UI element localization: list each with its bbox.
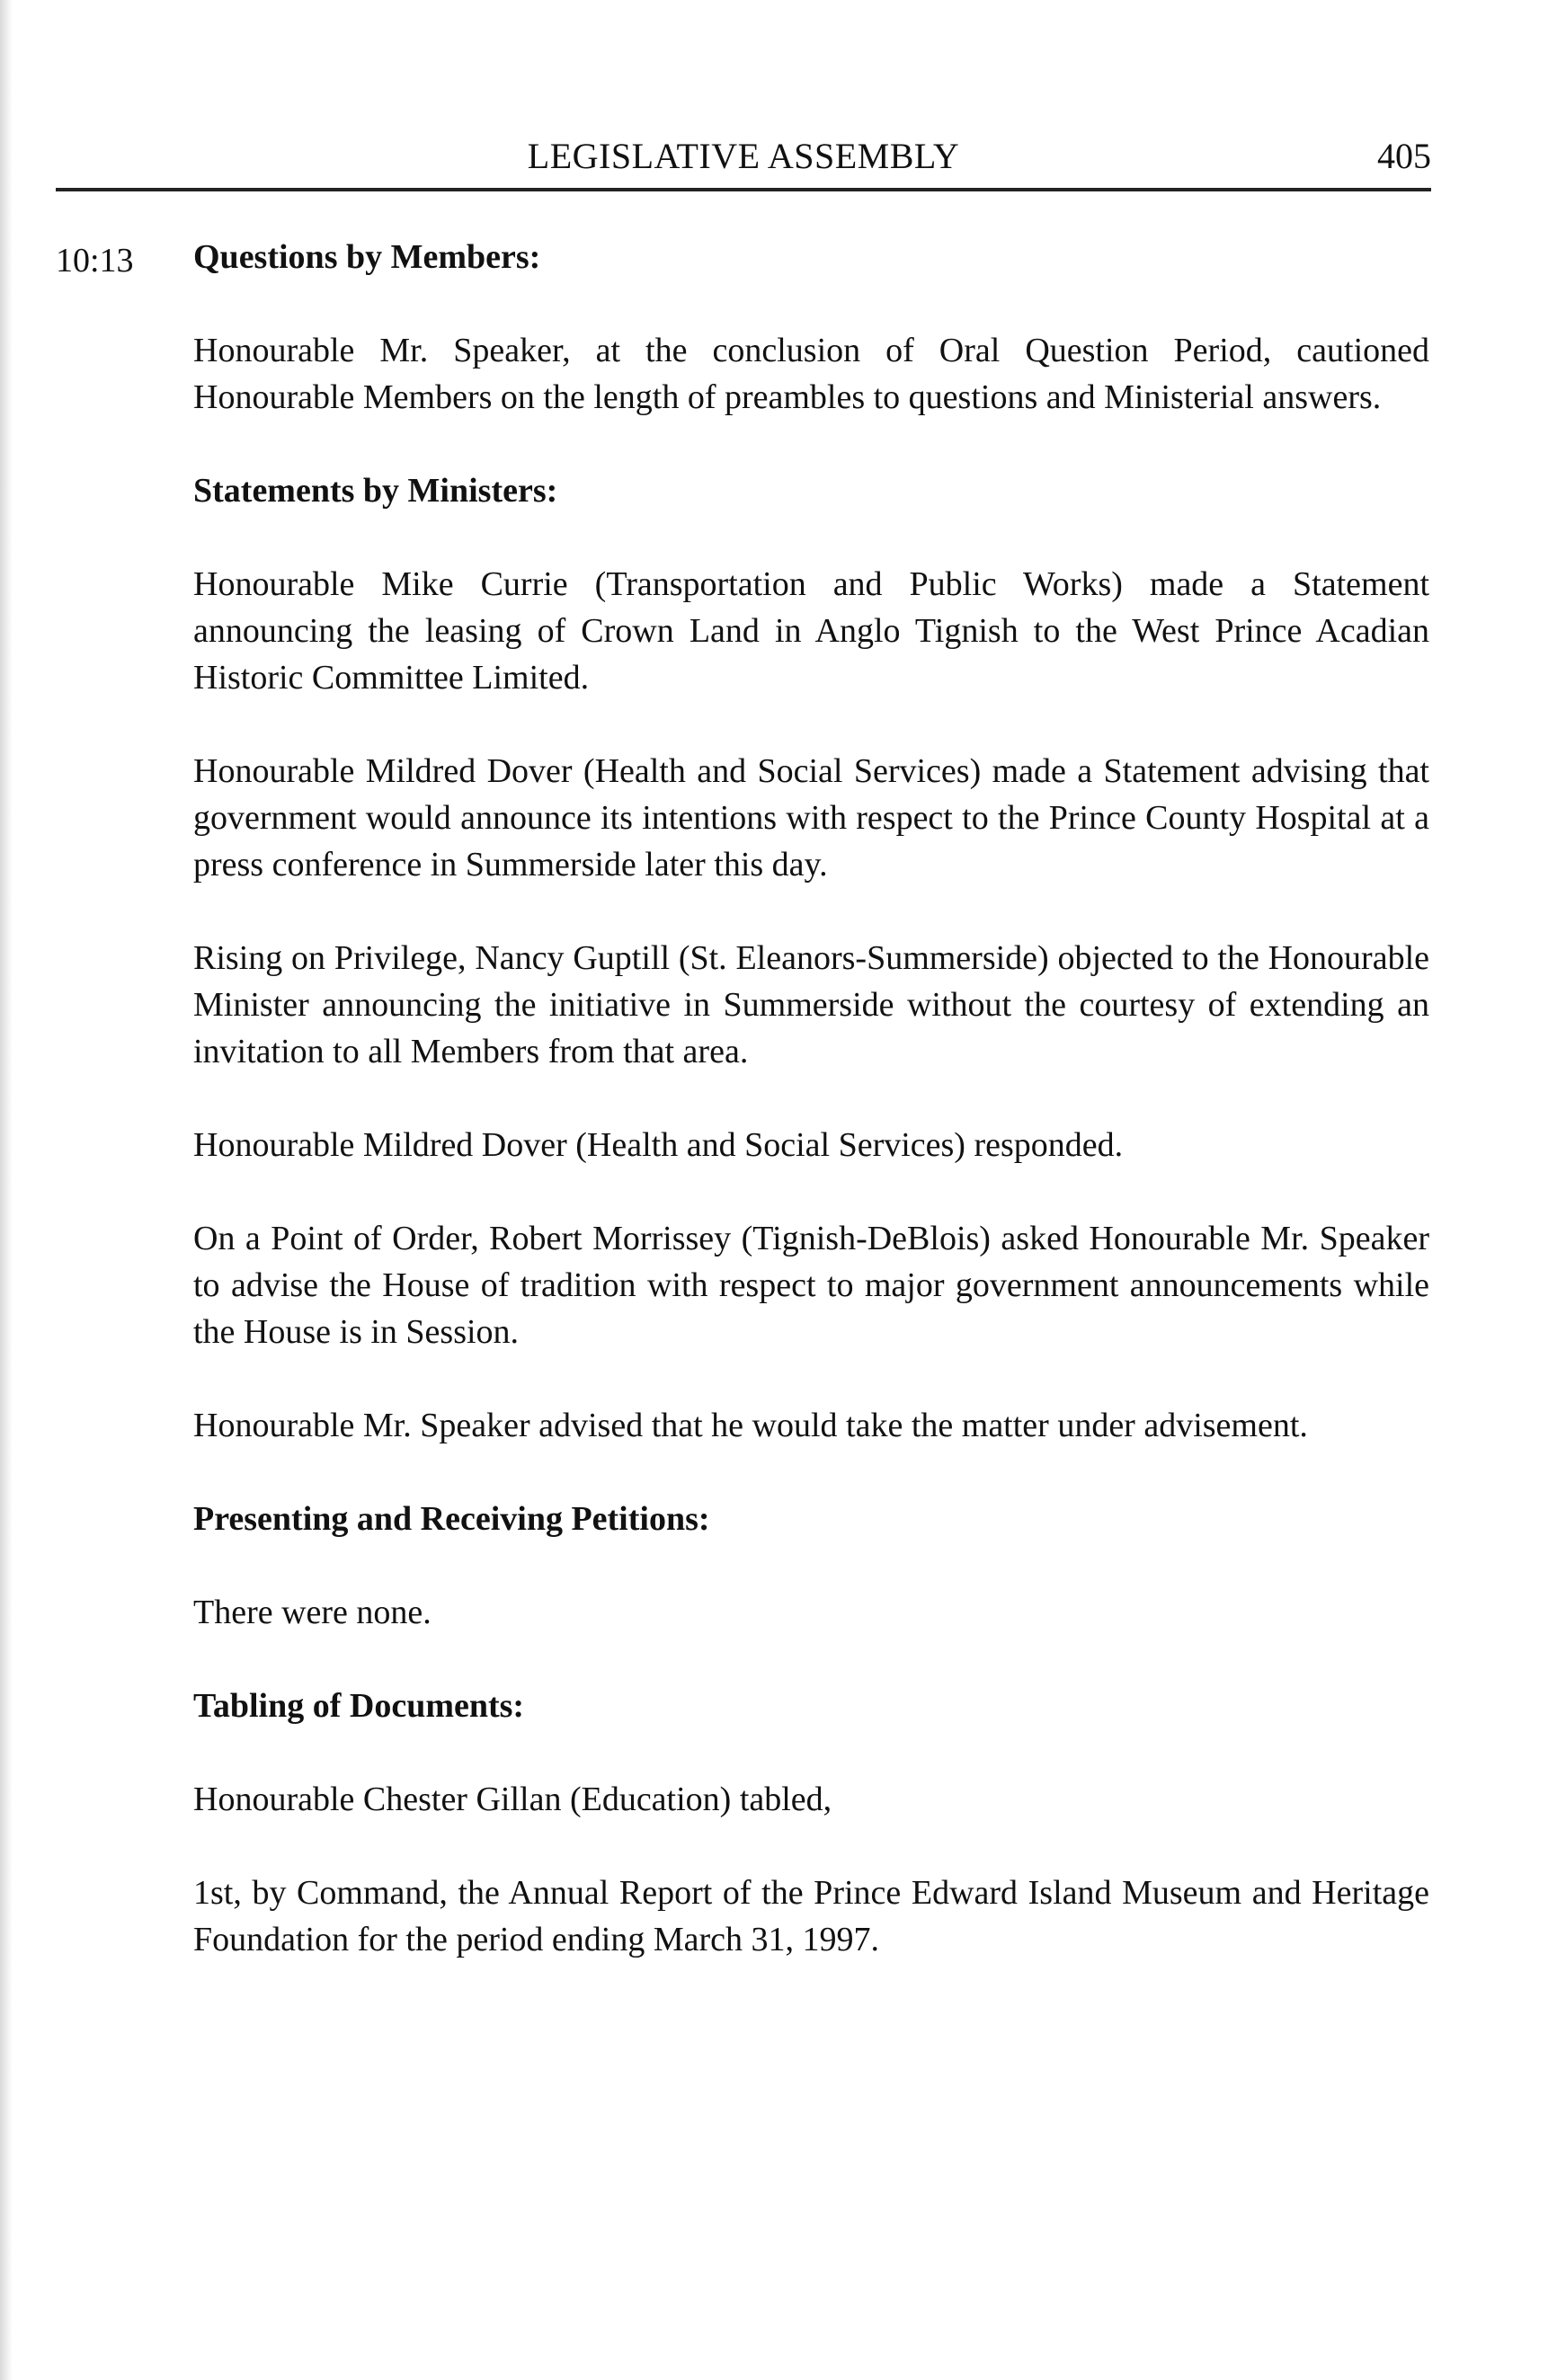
running-head-title: LEGISLATIVE ASSEMBLY [527, 136, 960, 176]
section-heading-statements: Statements by Ministers: [193, 472, 558, 510]
page-content [193, 234, 1429, 1963]
section-heading-questions: Questions by Members: [193, 238, 541, 276]
page-number: 405 [1377, 136, 1431, 176]
paragraph: 1st, by Command, the Annual Report of the Prince Edward Island Museum and Heritage Foundation for the period ending March 31, 1997. [193, 1874, 1429, 1958]
scan-edge-shadow [0, 0, 13, 2380]
paragraph: Rising on Privilege, Nancy Guptill (St. Eleanors-Summerside) objected to the Honourable Minister announcing the initiative in Summerside without the courtesy of extending an invitation to all Members from that area. [193, 939, 1429, 1070]
paragraph: There were none. [193, 1594, 432, 1631]
section-heading-tabling: Tabling of Documents: [193, 1687, 525, 1725]
paragraph: Honourable Mildred Dover (Health and Social Services) made a Statement advising that government would announce its intentions with respect to the Prince County Hospital at a press conference in Summerside later this day. [193, 752, 1429, 884]
paragraph: Honourable Chester Gillan (Education) tabled, [193, 1781, 832, 1818]
running-head [56, 135, 1431, 189]
paragraph: Honourable Mike Currie (Transportation and Public Works) made a Statement announcing the leasing of Crown Land in Anglo Tignish to the West Prince Acadian Historic Committee Limited. [193, 565, 1429, 697]
header-rule [56, 188, 1431, 191]
paragraph: Honourable Mr. Speaker advised that he would take the matter under advisement. [193, 1407, 1308, 1444]
paragraph: Honourable Mildred Dover (Health and Social Services) responded. [193, 1126, 1124, 1164]
time-stamp: 10:13 [56, 242, 134, 280]
paragraph: Honourable Mr. Speaker, at the conclusion of Oral Question Period, cautioned Honourable Members on the length of preambles to questions and Ministerial answers. [193, 332, 1429, 416]
section-heading-petitions: Presenting and Receiving Petitions: [193, 1500, 710, 1538]
paragraph: On a Point of Order, Robert Morrissey (Tignish-DeBlois) asked Honourable Mr. Speaker to advise the House of tradition with respect to major government announcements while the House is in Session. [193, 1220, 1429, 1351]
